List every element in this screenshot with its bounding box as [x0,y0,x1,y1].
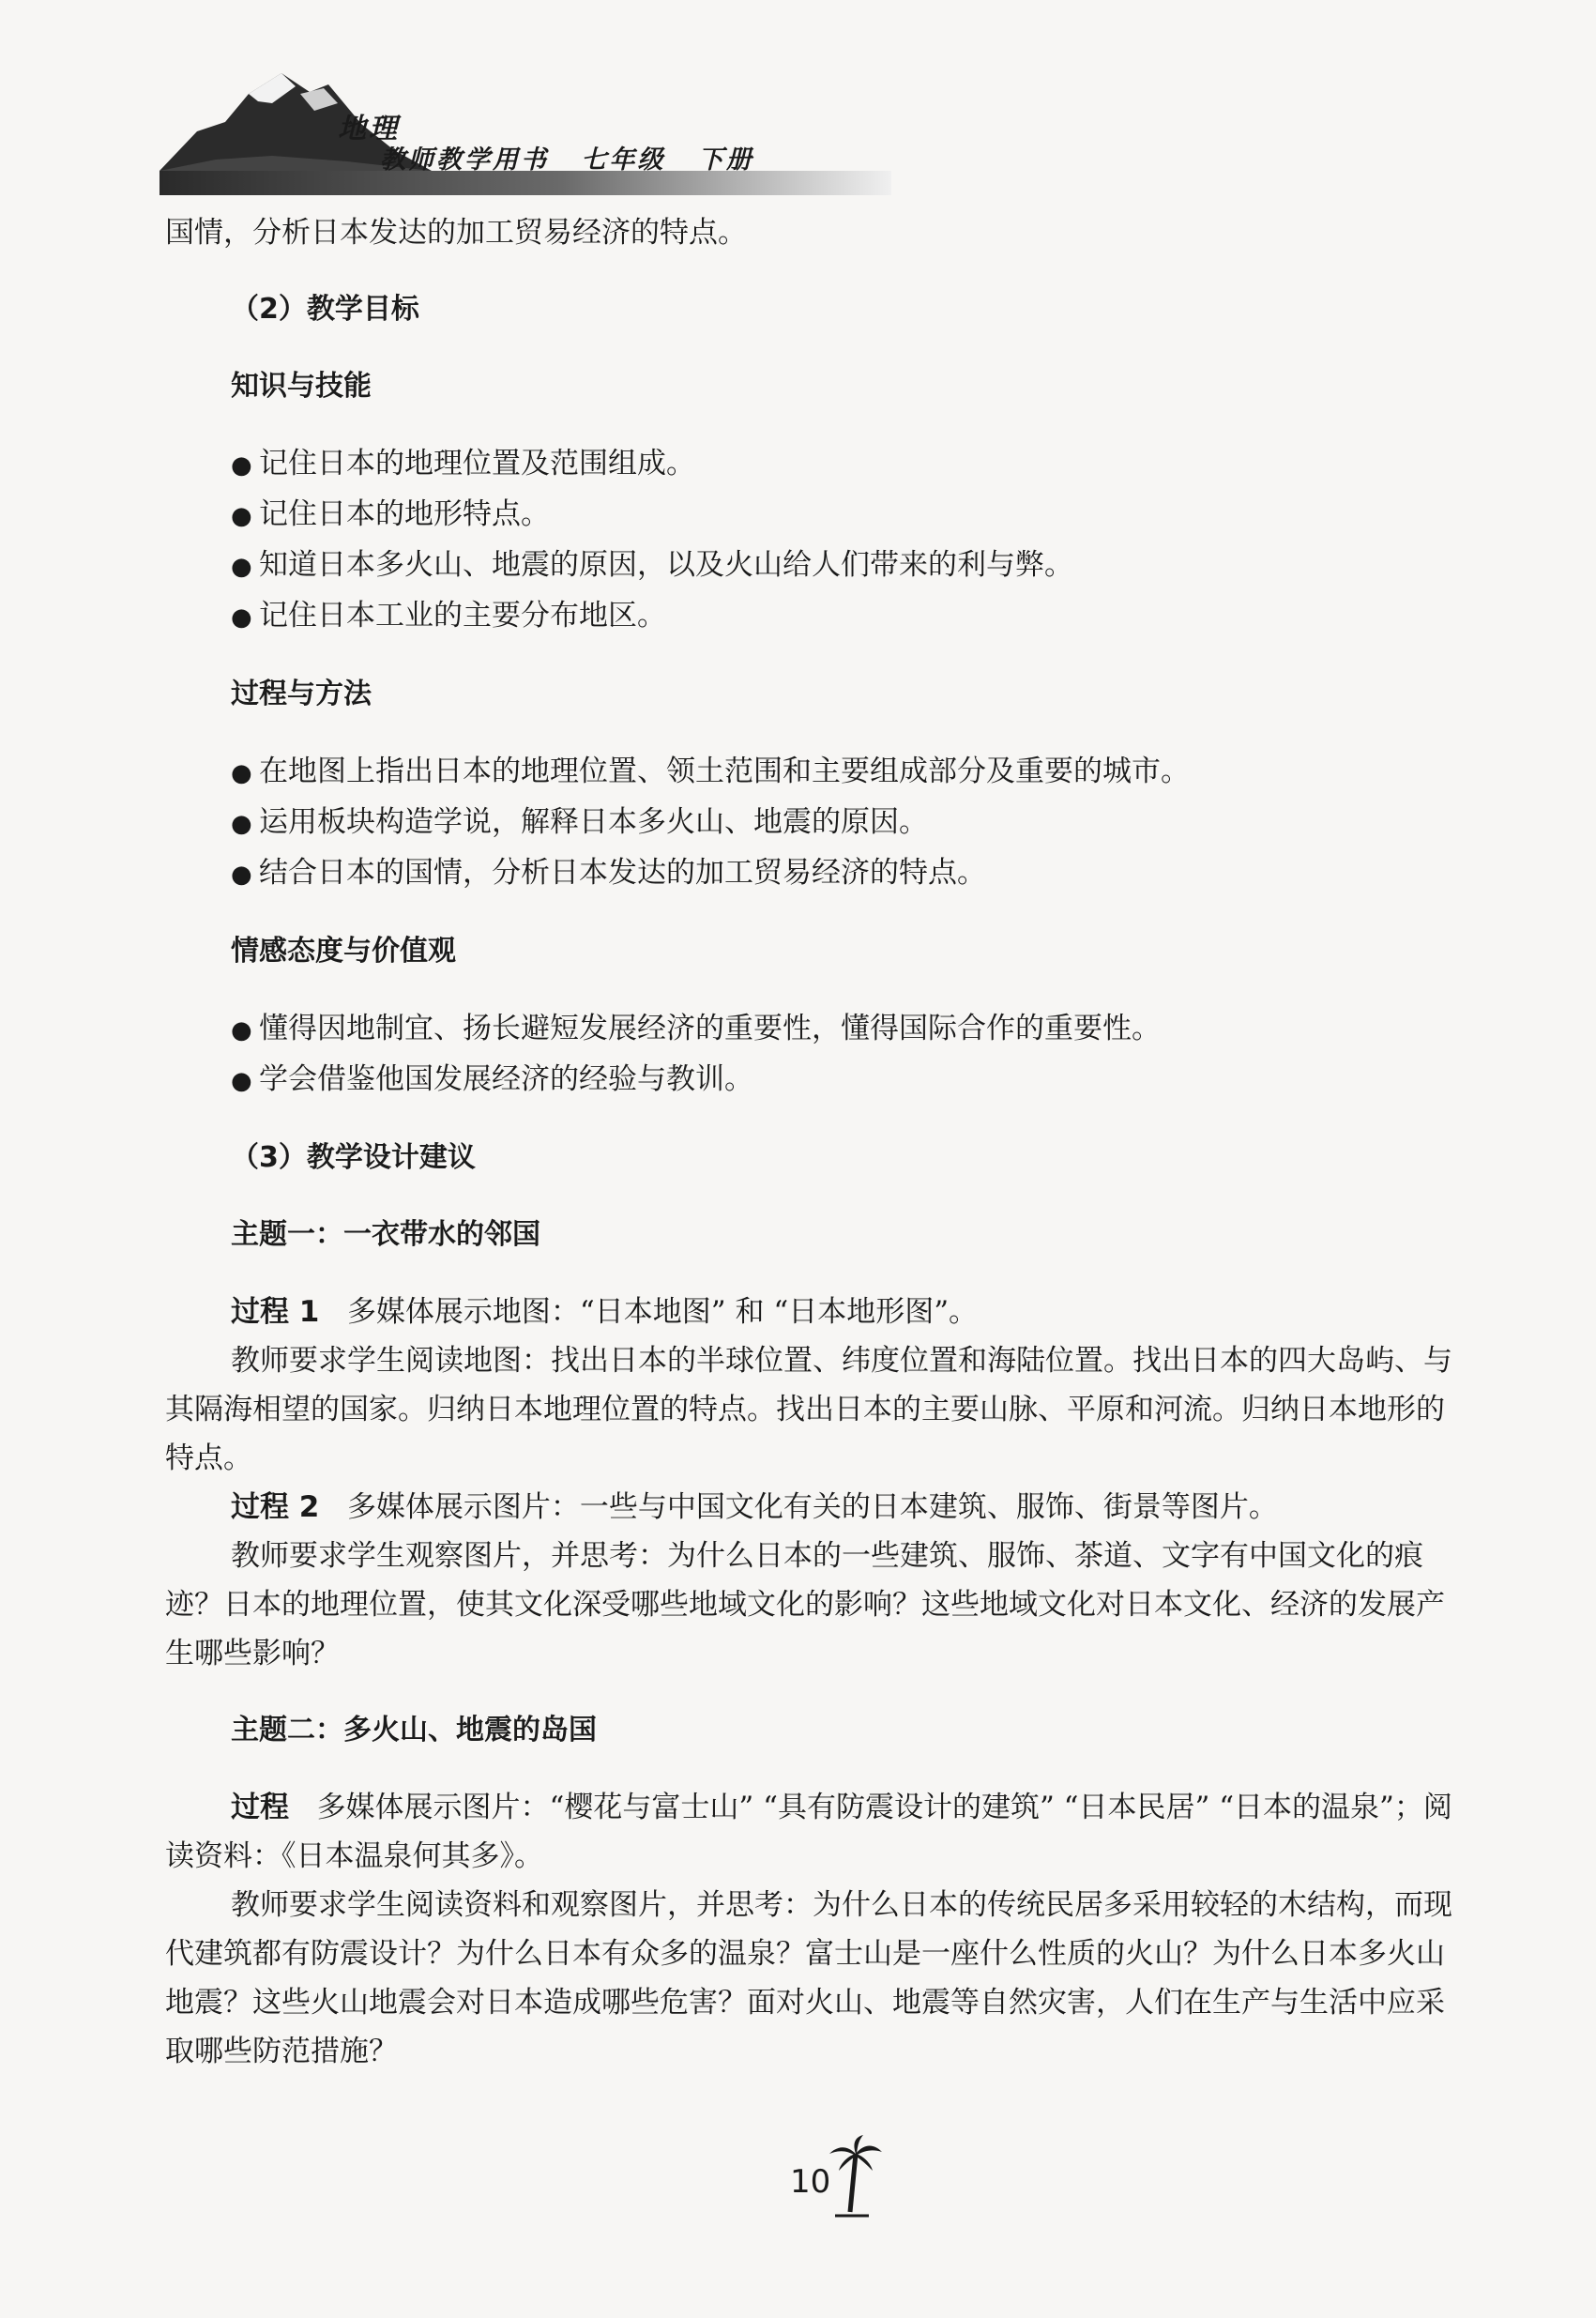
header-subject: 地理 [338,113,400,145]
bullet-icon: ● [231,810,252,838]
knowledge-heading: 知识与技能 [231,370,372,403]
page-header [0,0,1596,206]
section-2-title: （2）教学目标 [231,293,419,326]
mountain-logo-icon [160,66,891,197]
list-item: ● 记住日本工业的主要分布地区。 [165,591,1460,642]
list-item: ● 记住日本的地理位置及范围组成。 [165,439,1460,490]
palm-tree-icon [828,2135,884,2219]
section-3-title: （3）教学设计建议 [231,1141,476,1174]
list-item: ● 学会借鉴他国发展经济的经验与教训。 [165,1055,1460,1106]
bullet-icon: ● [231,1016,252,1045]
header-grade: 七年级 [581,145,666,175]
bullet-icon: ● [231,451,252,480]
bullet-icon: ● [231,553,252,581]
process-1-line: 过程 1 多媒体展示地图：“日本地图” 和 “日本地形图”。 [231,1295,979,1329]
process-lead: 过程 [231,1791,289,1824]
process-2-line: 过程 2 多媒体展示图片：一些与中国文化有关的日本建筑、服饰、街景等图片。 [231,1490,1278,1524]
list-item: ● 在地图上指出日本的地理位置、领土范围和主要组成部分及重要的城市。 [165,747,1460,798]
process-line: 过程 多媒体展示图片：“樱花与富士山” “具有防震设计的建筑” “日本民居” “日本的温泉”；阅读资料：《日本温泉何其多》。 [165,1791,1452,1873]
process-1-body: 教师要求学生阅读地图：找出日本的半球位置、纬度位置和海陆位置。找出日本的四大岛屿、与其隔海相望的国家。归纳日本地理位置的特点。找出日本的主要山脉、平原和河流。归纳日本地形的特点。 [165,1344,1452,1475]
paragraph-continued: 国情，分析日本发达的加工贸易经济的特点。 [165,216,747,250]
process-1-lead: 过程 1 [231,1295,320,1329]
list-item: ● 记住日本的地形特点。 [165,490,1460,541]
theme-2-title: 主题二：多火山、地震的岛国 [231,1714,597,1746]
bullet-icon: ● [231,502,252,530]
list-item: ● 运用板块构造学说，解释日本多火山、地震的原因。 [165,798,1460,848]
process-body: 教师要求学生阅读资料和观察图片，并思考：为什么日本的传统民居多采用较轻的木结构，而现代建筑都有防震设计？为什么日本有众多的温泉？富士山是一座什么性质的火山？为什么日本多火山地震？这些火山地震会对日本造成哪些危害？面对火山、地震等自然灾害，人们在生产与生活中应采取哪些防范措施？ [165,1888,1452,2068]
process-heading: 过程与方法 [231,678,372,710]
bullet-icon: ● [231,861,252,889]
bullet-icon: ● [231,1067,252,1095]
emotion-heading: 情感态度与价值观 [231,935,456,968]
page-content [165,208,1460,2076]
header-volume: 下册 [697,145,754,175]
process-2-lead: 过程 2 [231,1490,320,1524]
process-2-body: 教师要求学生观察图片，并思考：为什么日本的一些建筑、服饰、茶道、文字有中国文化的痕迹？日本的地理位置，使其文化深受哪些地域文化的影响？这些地域文化对日本文化、经济的发展产生哪些影响？ [165,1539,1445,1670]
page-footer [751,2135,882,2219]
bullet-icon: ● [231,603,252,632]
page-number: 10 [790,2163,831,2201]
bullet-icon: ● [231,759,252,787]
header-book-title: 教师教学用书 [380,145,549,175]
header-book-info [380,139,775,175]
list-item: ● 懂得因地制宜、扬长避短发展经济的重要性，懂得国际合作的重要性。 [165,1004,1460,1055]
theme-1-title: 主题一：一衣带水的邻国 [231,1218,540,1251]
list-item: ● 知道日本多火山、地震的原因，以及火山给人们带来的利与弊。 [165,541,1460,591]
list-item: ● 结合日本的国情，分析日本发达的加工贸易经济的特点。 [165,848,1460,899]
